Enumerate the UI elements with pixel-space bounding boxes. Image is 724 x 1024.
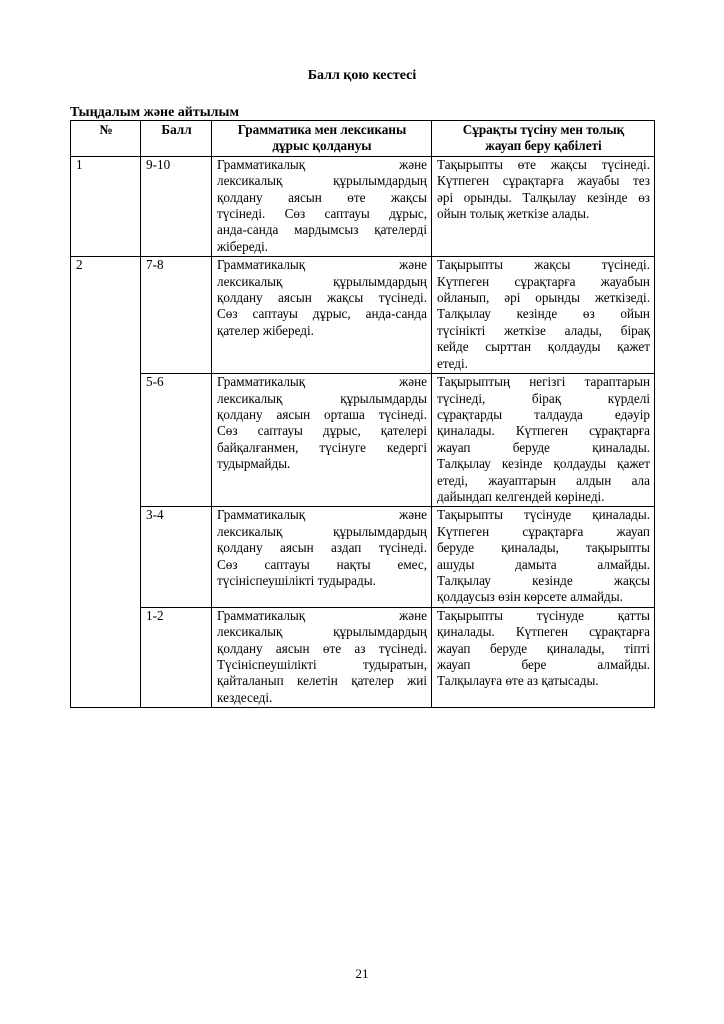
answer-text-line: кейде сырттан қолдауды қажет <box>437 339 650 355</box>
answer-text-line: беруде қиналады, тақырыпты <box>437 540 650 556</box>
answer-text-line: дайындап келгендей көрінеді. <box>437 488 605 504</box>
grammar-text-line: қолдану аясын өте жақсы <box>217 189 427 205</box>
cell-answer <box>432 257 655 374</box>
cell-grammar <box>212 607 432 707</box>
answer-text-line: ойын толық жеткізе алады. <box>437 206 590 222</box>
grammar-text-line: қателер жібереді. <box>217 322 314 338</box>
cell-answer <box>432 156 655 256</box>
grammar-text-line: Грамматикалық және <box>217 156 427 172</box>
table-row <box>71 156 655 256</box>
grammar-text-line: лексикалық құрылымдардың <box>217 523 427 539</box>
grammar-text-line: қолдану аясын жақсы түсінеді. <box>217 290 427 306</box>
table-row <box>71 374 655 507</box>
grammar-text-line: қайталанып келетін қателер жиі <box>217 673 427 689</box>
cell-ball: 7-8 <box>141 257 212 374</box>
answer-text-line: әрі орынды. Талқылау кезінде өз <box>437 189 650 205</box>
cell-answer <box>432 507 655 607</box>
answer-text-line: жауап бере алмайды. <box>437 657 650 672</box>
grammar-text-line: анда-санда мардымсыз қателерді <box>217 222 427 238</box>
grammar-text-line: түсініспеушілікті тудырады. <box>217 572 376 588</box>
cell-ball: 5-6 <box>141 374 212 507</box>
cell-grammar <box>212 507 432 607</box>
answer-text-line: Күтпеген сұрақтарға жауап <box>437 523 650 539</box>
cell-answer <box>432 374 655 507</box>
grammar-text-line: Сөз саптауы дұрыс, қателері <box>217 423 427 439</box>
table-header-row <box>71 121 655 157</box>
grammar-text-line: түсінеді. Сөз саптауы дұрыс, <box>217 206 427 222</box>
answer-text-line: сұрақтарды талдауда едәуір <box>437 406 650 422</box>
cell-grammar <box>212 374 432 507</box>
header-grammar: Грамматика мен лексиканы дұрыс қолдануы <box>212 121 432 157</box>
grammar-text-line: Грамматикалық және <box>217 374 427 390</box>
answer-text-line: Талқылауға өте аз қатысады. <box>437 673 599 689</box>
answer-text-line: қиналады. Күтпеген сұрақтарға <box>437 624 650 640</box>
grammar-text-line: Сөз саптауы дұрыс, анда-санда <box>217 306 427 322</box>
cell-grammar <box>212 156 432 256</box>
header-number: № <box>71 121 141 157</box>
answer-text-line: Талқылау кезінде жақсы <box>437 572 650 588</box>
answer-text-line: Тақырыптың негізгі тараптарын <box>437 374 650 390</box>
answer-text-line: Тақырыпты түсінуде қатты <box>437 607 650 623</box>
grammar-text-line: қолдану аясын аздап түсінеді. <box>217 540 427 556</box>
scoring-table <box>70 120 655 708</box>
answer-text-line: Тақырыпты жақсы түсінеді. <box>437 257 650 273</box>
answer-text-line: Күтпеген сұрақтарға жауабы тез <box>437 173 650 189</box>
answer-text-line: Талқылау кезінде өз ойын <box>437 306 650 322</box>
grammar-text-line: Грамматикалық және <box>217 257 427 273</box>
table-row <box>71 607 655 707</box>
cell-number: 1 <box>71 156 141 256</box>
page-number: 21 <box>355 966 369 981</box>
answer-text-line: қолдаусыз өзін көрсете алмайды. <box>437 589 623 605</box>
answer-text-line: Талқылау кезінде қолдауды қажет <box>437 456 650 472</box>
grammar-text-line: жібереді. <box>217 238 269 254</box>
header-answer: Сұрақты түсіну мен толық жауап беру қабілеті <box>432 121 655 157</box>
answer-text-line: Тақырыпты түсінуде қиналады. <box>437 507 650 523</box>
section-title: Тыңдалым және айтылым <box>70 105 240 120</box>
answer-text-line: ойланып, әрі орынды жеткізеді. <box>437 290 650 306</box>
table-row <box>71 257 655 374</box>
grammar-text-line: лексикалық құрылымдардың <box>217 624 427 640</box>
answer-text-line: жауап беруде қиналады. <box>437 439 650 455</box>
header-ball: Балл <box>141 121 212 157</box>
answer-text-line: түсінеді, бірақ күрделі <box>437 390 650 406</box>
cell-grammar <box>212 257 432 374</box>
answer-text-line: етеді. <box>437 355 468 371</box>
grammar-text-line: Грамматикалық және <box>217 507 427 523</box>
grammar-text-line: тудырмайды. <box>217 456 291 472</box>
cell-answer <box>432 607 655 707</box>
grammar-text-line: Грамматикалық және <box>217 607 427 623</box>
cell-number: 2 <box>71 257 141 708</box>
grammar-text-line: лексикалық құрылымдардың <box>217 273 427 289</box>
cell-ball: 9-10 <box>141 156 212 256</box>
answer-text-line: етеді, жауаптарын алдын ала <box>437 472 650 488</box>
table-row <box>71 507 655 607</box>
page-title: Балл қою кестесі <box>307 68 417 83</box>
grammar-text-line: лексикалық құрылымдарды <box>217 390 427 406</box>
answer-text-line: ашуды дамыта алмайды. <box>437 556 650 572</box>
grammar-text-line: Түсініспеушілікті тудыратын, <box>217 657 427 672</box>
answer-text-line: түсінікті жеткізе алады, бірақ <box>437 322 650 338</box>
answer-text-line: Күтпеген сұрақтарға жауабын <box>437 273 650 289</box>
cell-ball: 1-2 <box>141 607 212 707</box>
grammar-text-line: байқалғанмен, түсінуге кедергі <box>217 439 427 455</box>
cell-ball: 3-4 <box>141 507 212 607</box>
grammar-text-line: қолдану аясын өте аз түсінеді. <box>217 640 427 656</box>
answer-text-line: қиналады. Күтпеген сұрақтарға <box>437 423 650 439</box>
grammar-text-line: кездеседі. <box>217 689 273 705</box>
answer-text-line: жауап беруде қиналады, тіпті <box>437 640 650 656</box>
grammar-text-line: Сөз саптауы нақты емес, <box>217 556 427 572</box>
grammar-text-line: лексикалық құрылымдардың <box>217 173 427 189</box>
grammar-text-line: қолдану аясын орташа түсінеді. <box>217 406 427 422</box>
answer-text-line: Тақырыпты өте жақсы түсінеді. <box>437 156 650 172</box>
